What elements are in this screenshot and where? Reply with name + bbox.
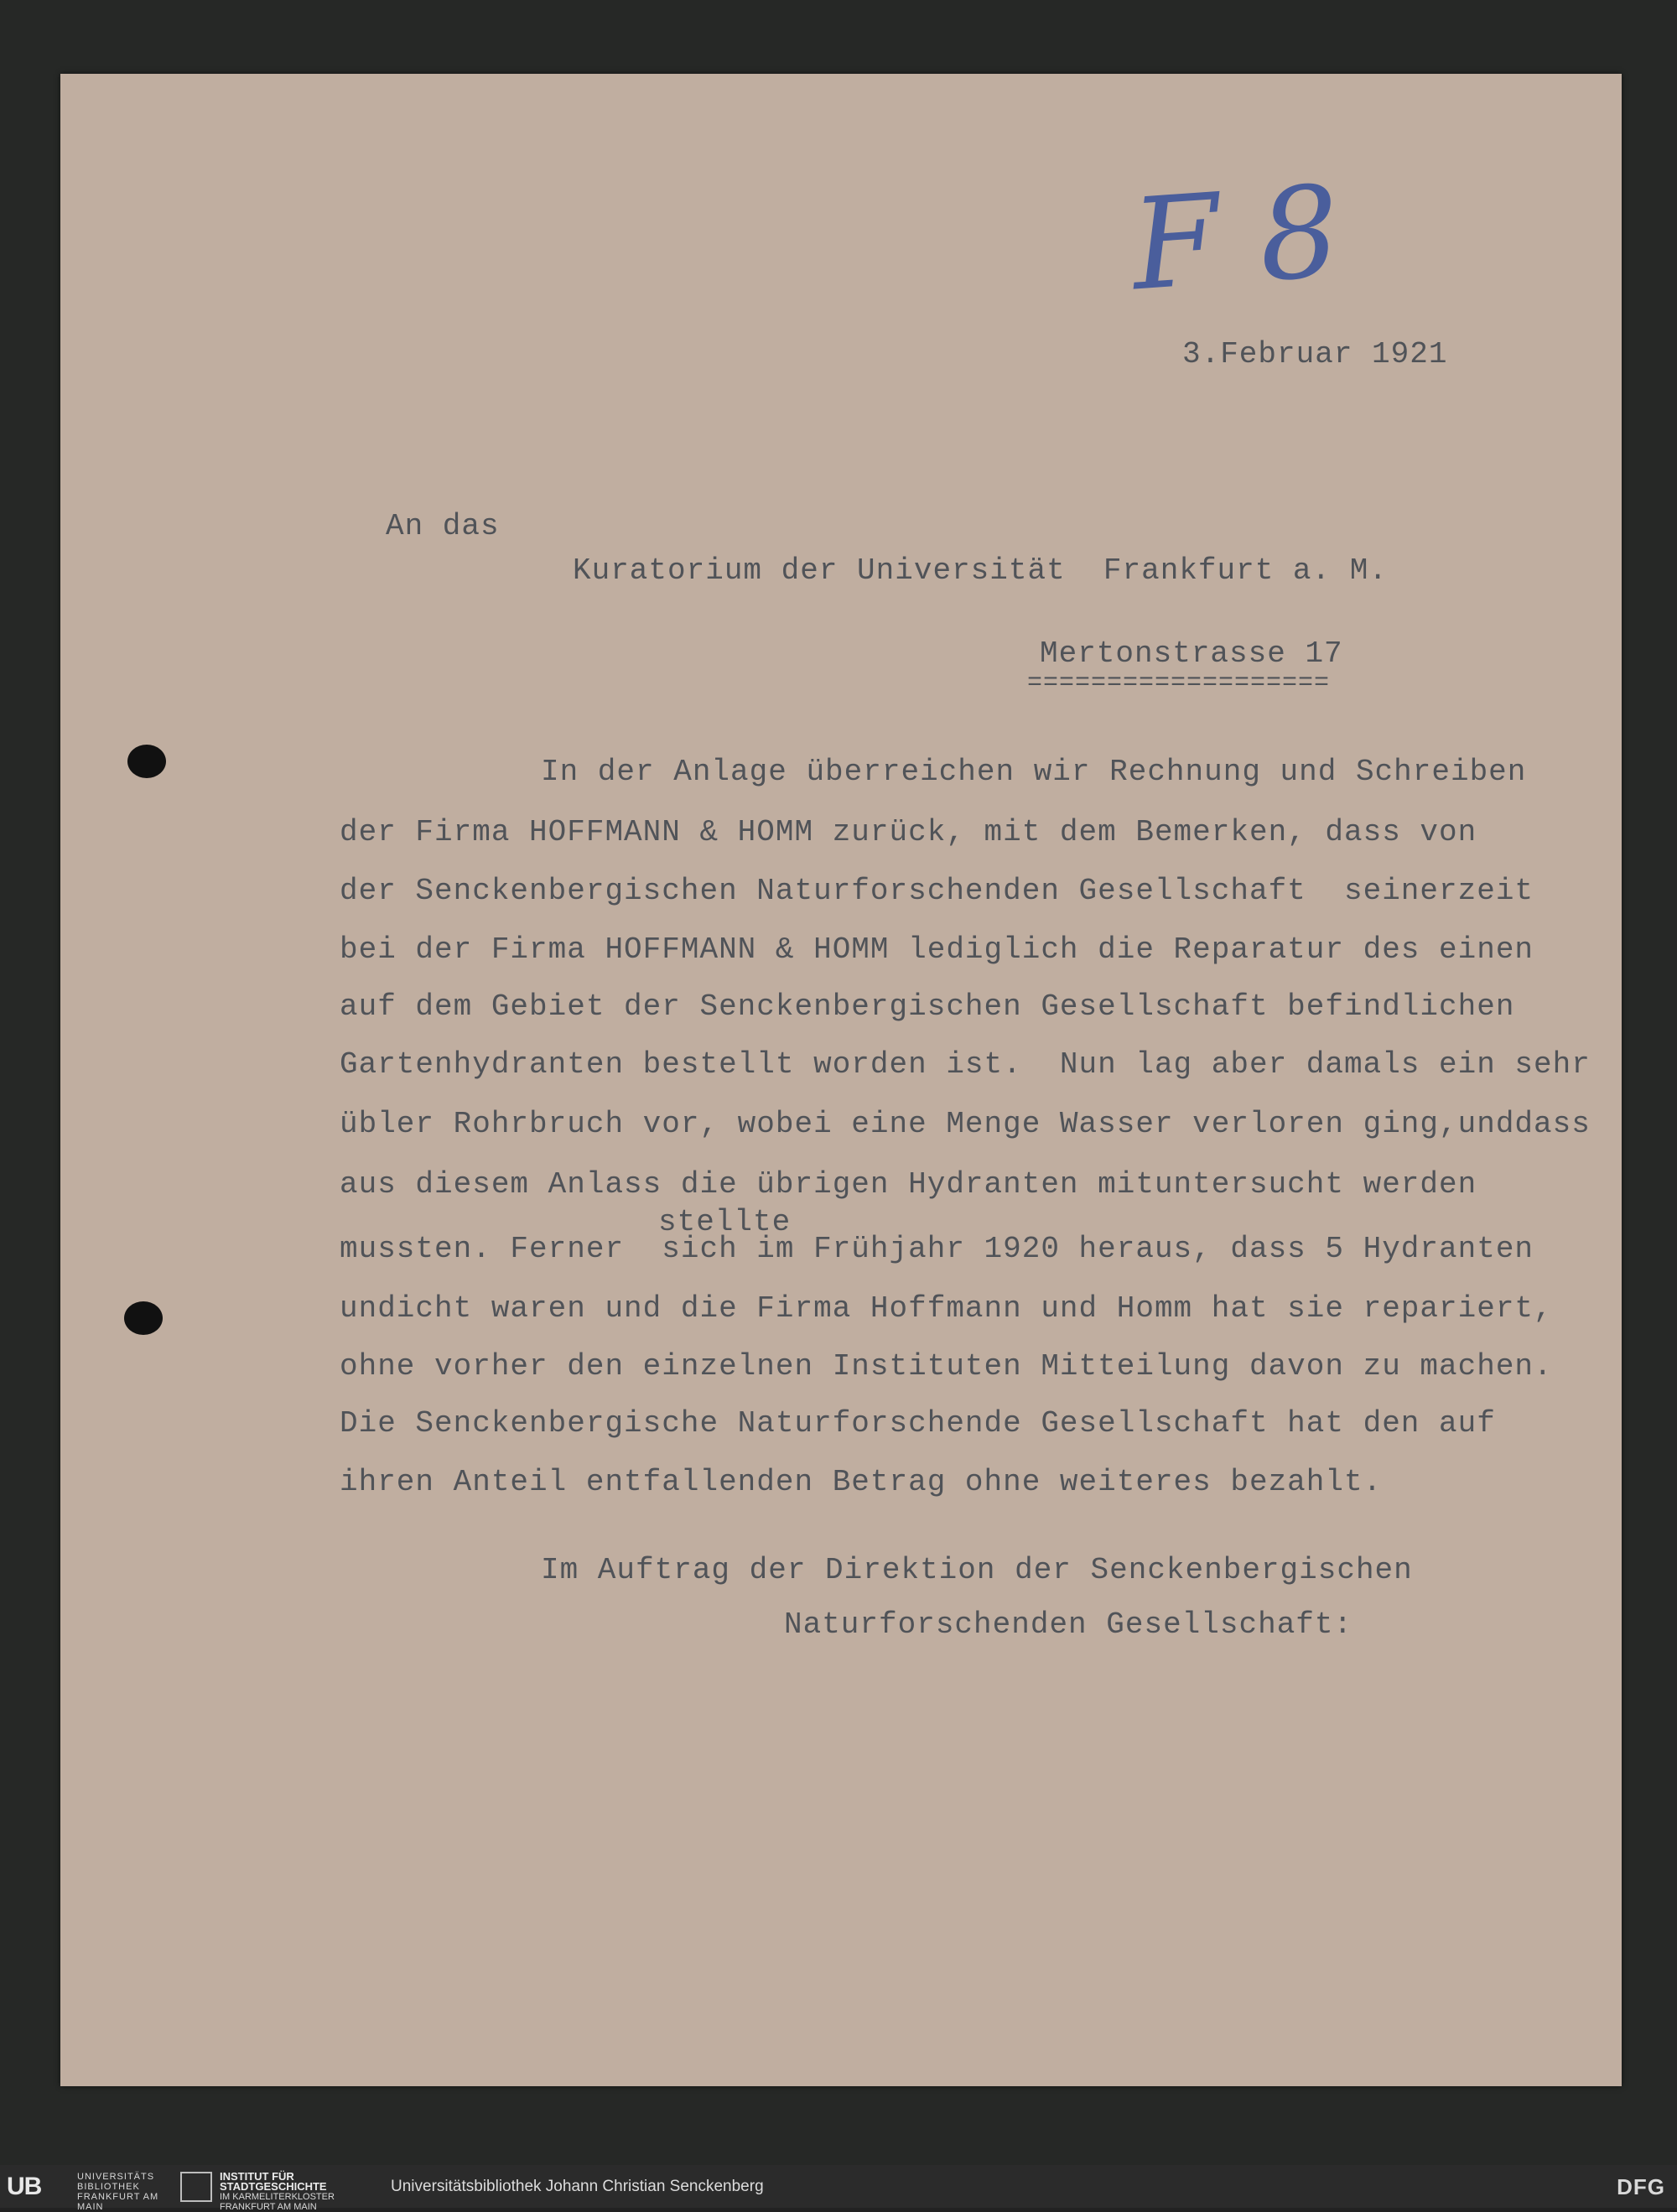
institute-logo-text <box>220 2172 354 2212</box>
library-name: Universitätsbibliothek Johann Christian Senckenberg <box>391 2178 764 2195</box>
body-line-13: ihren Anteil entfallenden Betrag ohne weiteres bezahlt. <box>340 1465 1383 1499</box>
body-line-6: Gartenhydranten bestellt worden ist. Nun lag aber damals ein sehr <box>340 1047 1591 1082</box>
handwritten-annotation: F 8 <box>1127 158 1344 319</box>
letter-date: 3.Februar 1921 <box>1182 337 1448 371</box>
institute-logo-icon <box>180 2172 212 2202</box>
recipient-street: Mertonstrasse 17 <box>1040 636 1343 671</box>
body-line-11: ohne vorher den einzelnen Instituten Mitteilung davon zu machen. <box>340 1349 1553 1384</box>
closing-line-2: Naturforschenden Gesellschaft: <box>784 1607 1353 1642</box>
body-line-2: der Firma HOFFMANN & HOMM zurück, mit dem Bemerken, dass von <box>340 815 1477 849</box>
dfg-logo: DFG <box>1617 2174 1665 2199</box>
footer-bar <box>0 2165 1677 2212</box>
body-line-8: aus diesem Anlass die übrigen Hydranten mituntersucht werden <box>340 1167 1477 1202</box>
recipient-name: Kuratorium der Universität Frankfurt a. M. <box>573 553 1388 588</box>
institute-title: INSTITUT FÜR STADTGESCHICHTE <box>220 2170 327 2193</box>
ub-logo: UB <box>7 2173 42 2200</box>
institute-subtitle: IM KARMELITERKLOSTER FRANKFURT AM MAIN <box>220 2192 335 2212</box>
punch-hole-bottom <box>124 1301 163 1335</box>
body-line-1: In der Anlage überreichen wir Rechnung und Schreiben <box>541 755 1527 789</box>
body-line-3: der Senckenbergischen Naturforschenden Gesellschaft seinerzeit <box>340 874 1534 908</box>
ub-logo-text: UNIVERSITÄTS BIBLIOTHEK FRANKFURT AM MAIN <box>77 2172 159 2212</box>
body-line-7: übler Rohrbruch vor, wobei eine Menge Wasser verloren ging,unddass <box>340 1107 1591 1141</box>
recipient-salutation: An das <box>386 509 500 543</box>
body-line-9: mussten. Ferner sich im Frühjahr 1920 heraus, dass 5 Hydranten <box>340 1232 1534 1266</box>
body-line-10: undicht waren und die Firma Hoffmann und Homm hat sie repariert, <box>340 1291 1553 1326</box>
body-line-12: Die Senckenbergische Naturforschende Gesellschaft hat den auf <box>340 1406 1496 1441</box>
body-line-4: bei der Firma HOFFMANN & HOMM lediglich die Reparatur des einen <box>340 932 1534 967</box>
recipient-underline: =================== <box>1027 669 1331 698</box>
body-line-5: auf dem Gebiet der Senckenbergischen Gesellschaft befindlichen <box>340 989 1515 1024</box>
punch-hole-top <box>127 745 166 778</box>
closing-line-1: Im Auftrag der Direktion der Senckenbergischen <box>541 1553 1413 1587</box>
body-insertion: stellte <box>658 1205 792 1239</box>
